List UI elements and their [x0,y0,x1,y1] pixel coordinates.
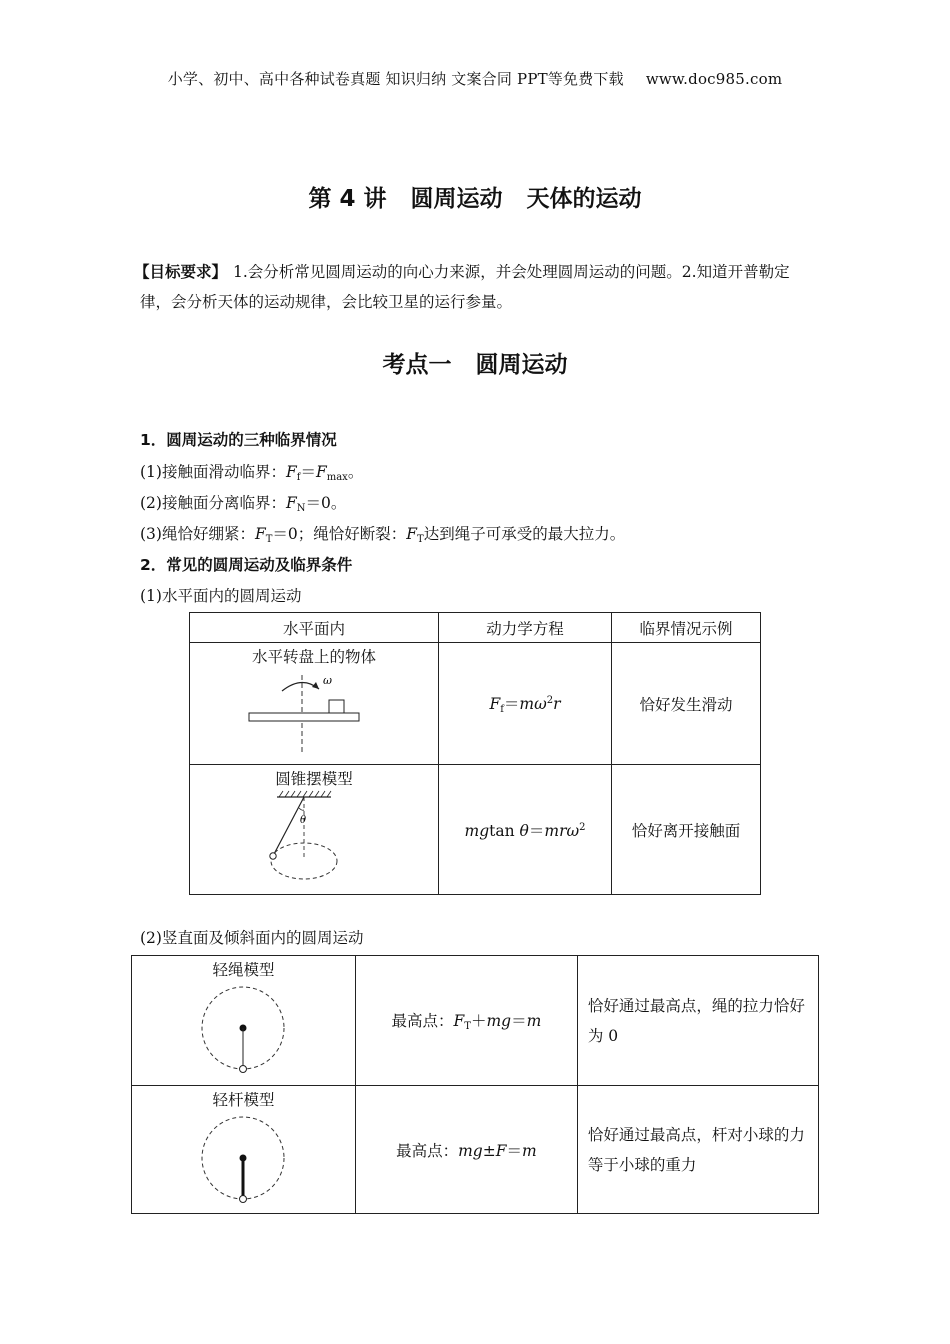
section-title [0,346,950,379]
rod-model-equation: 最高点：mg±F＝m [355,1086,577,1214]
rod-model-cell [132,1086,356,1214]
heading-critical-cases: 1．圆周运动的三种临界情况 [140,431,337,449]
section-name: 圆周运动 [475,352,568,378]
conical-pendulum-cell [190,765,439,895]
page-title [0,180,950,213]
objectives-paragraph [134,257,820,317]
item-rope-critical: (3)绳恰好绷紧：$F_T=0$；绳恰好断裂：$F_T$达到绳子可承受的最大拉力。 [140,525,626,545]
col-header-plane: 水平面内 [190,613,439,643]
turntable-cell [190,643,439,765]
conical-pendulum-diagram [239,789,389,885]
turntable-critical: 恰好发生滑动 [612,643,761,765]
section-number: 考点一 [382,352,452,378]
rope-model-label: 轻绳模型 [212,961,275,979]
table-row [190,643,761,765]
rod-model-diagram [193,1110,293,1206]
rope-model-critical: 恰好通过最高点，绳的拉力恰好为 0 [577,956,818,1086]
col-header-critical: 临界情况示例 [612,613,761,643]
turntable-label: 水平转盘上的物体 [251,648,376,666]
header-text: 小学、初中、高中各种试卷真题 知识归纳 文案合同 PPT等免费下载 [167,70,624,88]
conical-pendulum-label: 圆锥摆模型 [275,770,353,788]
objectives-tag: 【目标要求】 [134,263,228,281]
table-row [190,765,761,895]
item-separation-critical: (2)接触面分离临界：$F_N=0$。 [140,494,347,514]
table-row [132,956,819,1086]
objectives-text: 1.会分析常见圆周运动的向心力来源，并会处理圆周运动的问题。2.知道开普勒定律，会分析天体的运动规律，会比较卫星的运行参量。 [140,263,790,311]
conical-pendulum-critical: 恰好离开接触面 [612,765,761,895]
rod-model-critical: 恰好通过最高点，杆对小球的力等于小球的重力 [577,1086,818,1214]
horizontal-motion-table [189,612,761,895]
rope-model-cell [132,956,356,1086]
subheading-horizontal: (1)水平面内的圆周运动 [140,587,302,605]
col-header-equation: 动力学方程 [439,613,612,643]
page-header [0,68,950,89]
rope-model-equation: 最高点：$F_T+mg=m$ [355,956,577,1086]
turntable-diagram [239,667,389,757]
header-site: www.doc985.com [645,70,783,88]
heading-common-motions: 2．常见的圆周运动及临界条件 [140,556,353,574]
title-topic1: 圆周运动 [410,186,503,212]
rope-model-diagram [193,980,293,1076]
title-lecture: 第 4 讲 [308,186,387,212]
conical-pendulum-equation: mgtan θ＝mrω$^2$ [439,765,612,895]
table-row [132,1086,819,1214]
svg-text:ω: ω [323,674,332,687]
turntable-equation: $F_f=m\omega^2r$ [439,643,612,765]
title-topic2: 天体的运动 [526,186,642,212]
svg-text:θ: θ [300,815,307,826]
vertical-motion-table [131,955,819,1214]
item-sliding-critical: (1)接触面滑动临界：$F_f=F_{max}$。 [140,463,364,483]
rod-model-label: 轻杆模型 [212,1091,275,1109]
subheading-vertical: (2)竖直面及倾斜面内的圆周运动 [140,929,364,947]
